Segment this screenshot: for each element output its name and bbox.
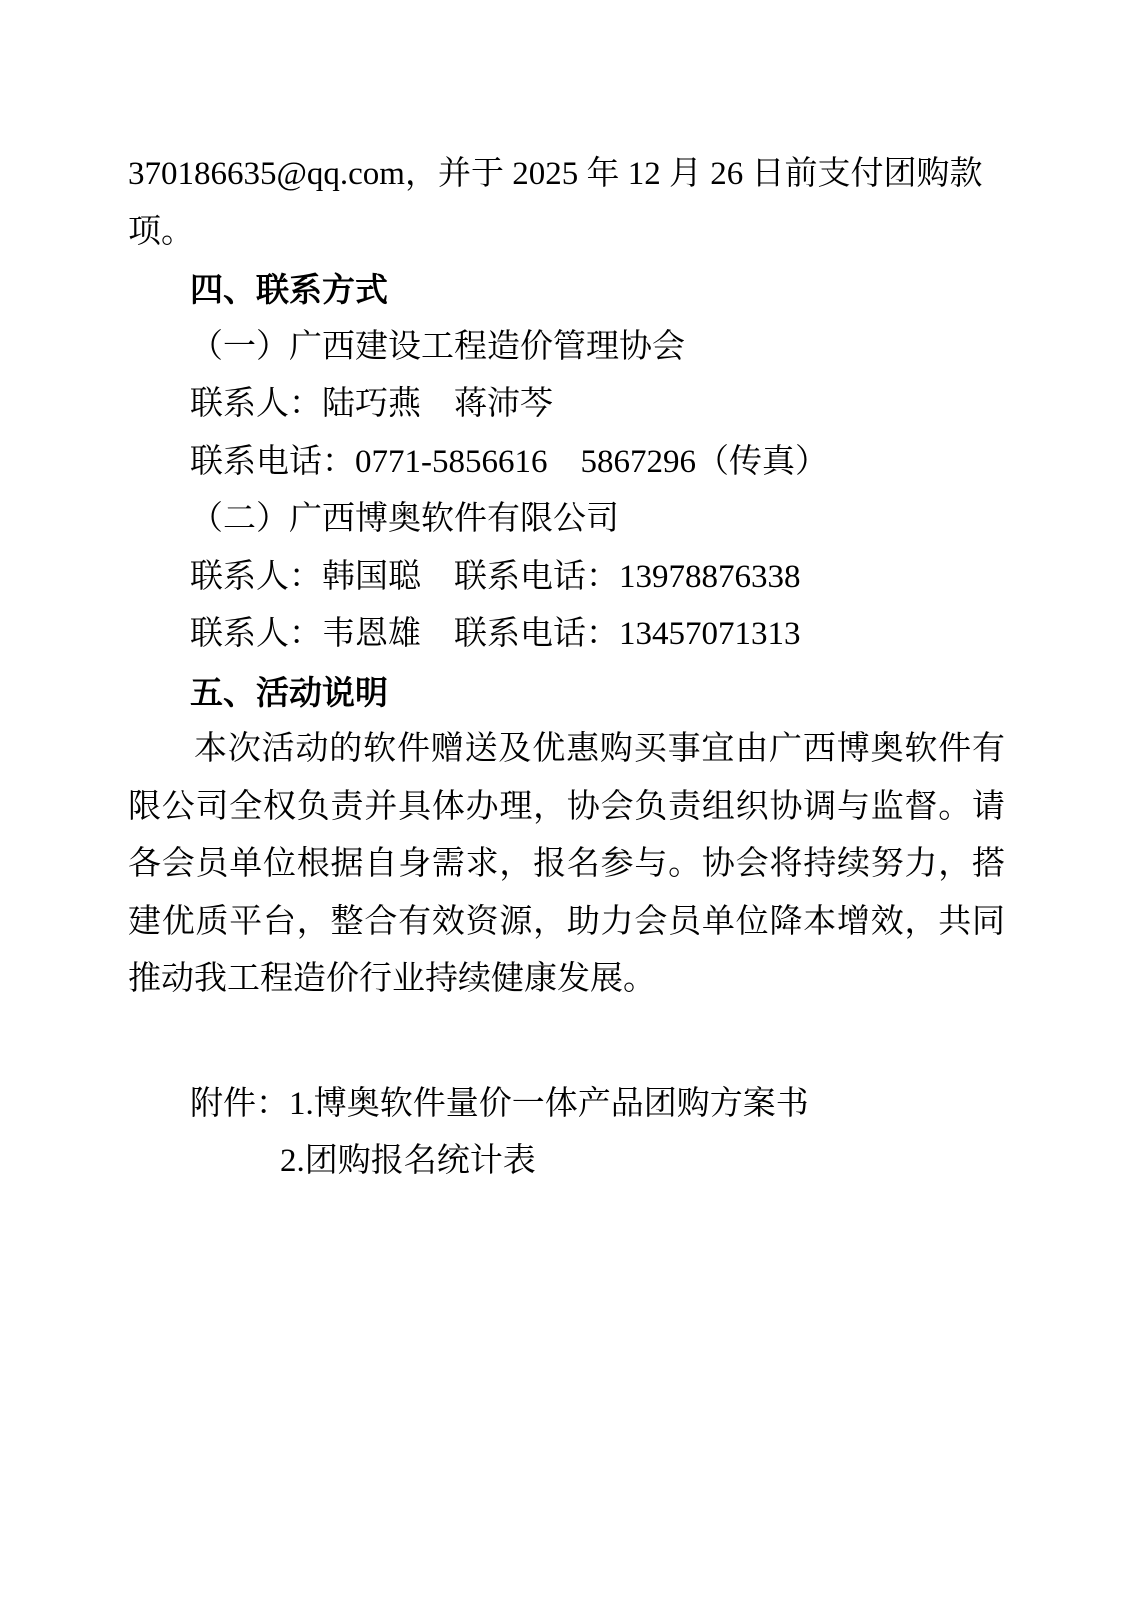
continuation-line: 370186635@qq.com，并于 2025 年 12 月 26 日前支付团购款项。 [128, 156, 983, 250]
attachments-label: 附件： [190, 1085, 289, 1122]
contact-person-2a: 联系人：韩国聪 联系电话：13978876338 [190, 558, 801, 595]
contact-persons-1: 联系人：陆巧燕 蒋沛芩 [190, 386, 553, 422]
contact-person-2b: 联系人：韦恩雄 联系电话：13457071313 [190, 616, 801, 652]
attachment-item-2: 2.团购报名统计表 [280, 1143, 536, 1179]
contact-org-1: （一）广西建设工程造价管理协会 [190, 328, 685, 365]
attachments-line-1 [128, 1076, 1005, 1134]
contact-org-2: （二）广西博奥软件有限公司 [190, 501, 619, 537]
attachment-item-1: 1.博奥软件量价一体产品团购方案书 [289, 1085, 809, 1122]
section-contact-heading: 四、联系方式 [190, 271, 388, 308]
notes-paragraph: 本次活动的软件赠送及优惠购买事宜由广西博奥软件有限公司全权负责并具体办理，协会负责组织协调与监督。请各会员单位根据自身需求，报名参与。协会将持续努力，搭建优质平台，整合有效资源，助力会员单位降本增效，共同推动我工程造价行业持续健康发展。 [128, 731, 1005, 997]
blank-space [128, 1009, 1005, 1076]
section-notes-heading: 五、活动说明 [190, 673, 388, 711]
contact-phone-1: 联系电话：0771-5856616 5867296（传真） [190, 443, 828, 480]
